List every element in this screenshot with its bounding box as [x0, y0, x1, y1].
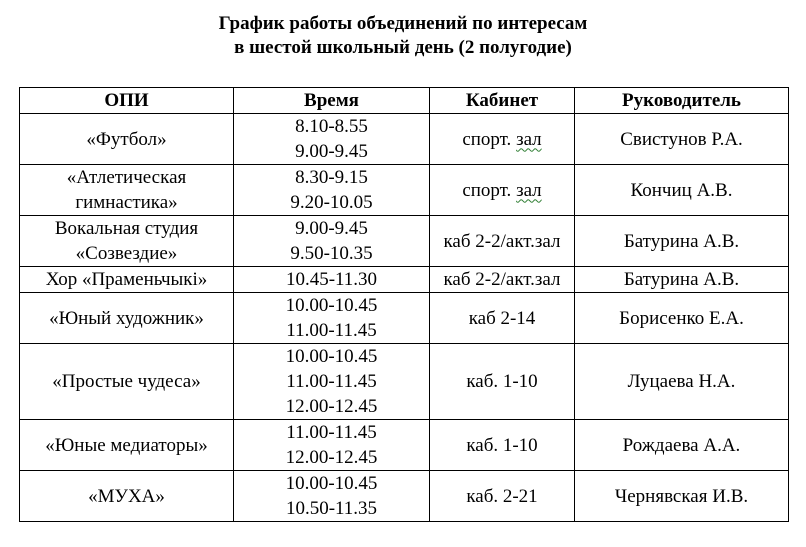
room-text: каб 2-2/акт.зал [443, 230, 561, 252]
room-text: каб. 2-21 [466, 485, 538, 507]
cell-room [430, 344, 575, 420]
cell-room [430, 216, 575, 267]
time-slot: 12.00-12.45 [285, 396, 378, 417]
cell-opi [20, 471, 234, 522]
room-text: каб 2-2/акт.зал [443, 269, 561, 290]
opi-line: Вокальная студия [54, 218, 199, 239]
table-body [20, 114, 789, 522]
time-slot: 12.00-12.45 [285, 447, 378, 468]
cell-leader: Кончиц А.В. [575, 165, 789, 216]
cell-time [234, 165, 430, 216]
time-slot: 9.50-10.35 [290, 243, 373, 264]
opi-line: «Юный художник» [49, 307, 204, 329]
opi-line: «МУХА» [88, 485, 165, 507]
title-line-2: в шестой школьный день (2 полугодие) [234, 37, 572, 58]
room-text: каб. 1-10 [466, 434, 538, 456]
time-slot: 10.00-10.45 [285, 473, 378, 494]
table-row [20, 114, 789, 165]
time-slot: 10.00-10.45 [285, 346, 378, 367]
cell-leader: Свистунов Р.А. [575, 114, 789, 165]
cell-leader: Батурина А.В. [575, 267, 789, 293]
time-slot: 11.00-11.45 [286, 320, 377, 341]
room-text: каб 2-14 [468, 307, 536, 329]
time-slot: 8.30-9.15 [295, 167, 368, 188]
cell-time [234, 344, 430, 420]
cell-room [430, 114, 575, 165]
cell-leader: Луцаева Н.А. [575, 344, 789, 420]
opi-line: «Юные медиаторы» [45, 434, 208, 456]
time-slot: 10.45-11.30 [285, 269, 378, 290]
table-row [20, 420, 789, 471]
room-text: каб. 1-10 [466, 371, 538, 392]
opi-line: «Футбол» [86, 128, 167, 150]
cell-opi [20, 293, 234, 344]
time-slot: 11.00-11.45 [286, 422, 377, 443]
table-row [20, 344, 789, 420]
table-row [20, 165, 789, 216]
cell-time [234, 216, 430, 267]
cell-leader: Чернявская И.В. [575, 471, 789, 522]
document-title [0, 12, 806, 60]
table-header-row [20, 88, 789, 114]
room-text-spellcheck: зал [516, 179, 542, 201]
time-slot: 11.00-11.45 [286, 371, 377, 392]
cell-leader: Борисенко Е.А. [575, 293, 789, 344]
time-slot: 10.50-11.35 [285, 498, 378, 519]
room-text: спорт. [462, 179, 517, 201]
header-opi: ОПИ [20, 88, 234, 114]
room-text: спорт. [462, 128, 517, 150]
opi-line: «Простые чудеса» [52, 371, 201, 392]
time-slot: 9.20-10.05 [290, 192, 373, 213]
cell-room [430, 165, 575, 216]
cell-room [430, 471, 575, 522]
cell-leader: Батурина А.В. [575, 216, 789, 267]
cell-room [430, 293, 575, 344]
table-row [20, 471, 789, 522]
opi-line: гимнастика» [75, 192, 178, 213]
cell-leader: Рождаева А.А. [575, 420, 789, 471]
table-row [20, 267, 789, 293]
cell-room [430, 267, 575, 293]
opi-line: «Атлетическая [66, 167, 187, 188]
cell-time [234, 293, 430, 344]
cell-opi [20, 165, 234, 216]
room-text-spellcheck: зал [516, 128, 542, 150]
cell-time [234, 471, 430, 522]
cell-room [430, 420, 575, 471]
time-slot: 9.00-9.45 [295, 141, 368, 162]
table-row [20, 293, 789, 344]
cell-opi [20, 114, 234, 165]
header-time: Время [234, 88, 430, 114]
cell-opi [20, 420, 234, 471]
cell-opi [20, 267, 234, 293]
time-slot: 10.00-10.45 [285, 295, 378, 316]
opi-line: «Созвездие» [75, 243, 178, 264]
header-leader: Руководитель [575, 88, 789, 114]
cell-time [234, 114, 430, 165]
time-slot: 9.00-9.45 [295, 218, 368, 239]
time-slot: 8.10-8.55 [295, 116, 368, 137]
cell-opi [20, 344, 234, 420]
table-row [20, 216, 789, 267]
cell-time [234, 420, 430, 471]
title-line-1: График работы объединений по интересам [218, 13, 588, 34]
opi-line: Хор «Праменьчыкі» [45, 269, 208, 290]
cell-time [234, 267, 430, 293]
header-room: Кабинет [430, 88, 575, 114]
cell-opi [20, 216, 234, 267]
schedule-table [19, 87, 789, 522]
